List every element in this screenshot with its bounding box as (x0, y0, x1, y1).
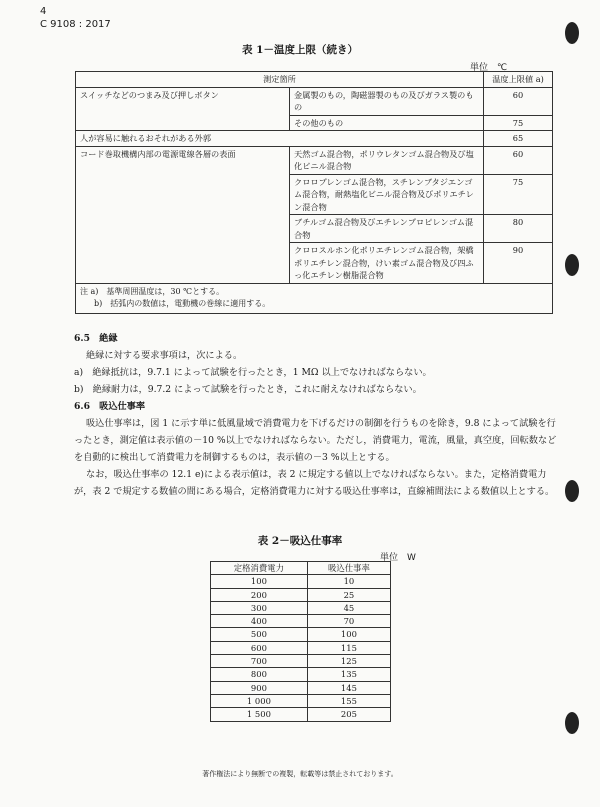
table-cell: 100 (211, 575, 308, 588)
table1-title: 表 1－温度上限（続き） (242, 44, 358, 56)
temperature-limit-table (75, 71, 553, 314)
standard-code: C 9108 : 2017 (40, 19, 111, 30)
table-cell: 10 (307, 575, 390, 588)
table-header: 吸込仕事率 (307, 562, 390, 575)
table-cell: コード巻取機構内部の電源電線各層の表面 (76, 146, 290, 283)
table-cell: 80 (484, 215, 553, 243)
table-row (211, 668, 391, 681)
binder-hole (565, 254, 579, 276)
table-cell: クロロスルホン化ポリエチレンゴム混合物，架橋ポリエチレン混合物，けい素ゴム混合物及び四ふっ化エチレン樹脂混合物 (290, 243, 484, 284)
copyright-footer: 著作権法により無断での複製，転載等は禁止されております。 (202, 770, 398, 778)
list-item: b) 絶縁耐力は，9.7.2 によって試験を行ったとき，これに耐えなければならない。 (74, 384, 422, 395)
table-cell: 25 (307, 588, 390, 601)
table-cell: 100 (307, 628, 390, 641)
suction-power-table (210, 561, 391, 722)
table-row (211, 641, 391, 654)
table-cell: 125 (307, 655, 390, 668)
paragraph: 絶縁に対する要求事項は，次による。 (86, 350, 243, 361)
table-cell: 135 (307, 668, 390, 681)
table-row (211, 628, 391, 641)
binder-hole (565, 22, 579, 44)
table-cell: 155 (307, 694, 390, 707)
table-cell: 400 (211, 615, 308, 628)
table-cell: 90 (484, 243, 553, 284)
table-cell: 1 500 (211, 708, 308, 721)
table-row (211, 615, 391, 628)
table-row (211, 694, 391, 707)
table-cell: 500 (211, 628, 308, 641)
table-header: 温度上限値 a) (484, 72, 553, 88)
paragraph: 吸込仕事率は，図 1 に示す単に低風量域で消費電力を下げるだけの制御を行うものを除き，9.8 によって試験を行ったとき，測定値は表示値の－10 %以上でなければならない。ただし，消費電力，電流，風量，真空度，回転数などを自動的に検出して消費電力を制御するものは，表示値の－3 %以上とする。 (74, 418, 557, 463)
section-heading: 6.5 絶縁 (74, 333, 118, 344)
page-number: 4 (40, 6, 47, 17)
note-a: 注 a) 基準周囲温度は，30 ℃とする。 (80, 286, 225, 296)
table-cell: 70 (307, 615, 390, 628)
table-header: 測定箇所 (76, 72, 484, 88)
table-cell: 65 (484, 131, 553, 147)
table-cell: 800 (211, 668, 308, 681)
table-cell: 145 (307, 681, 390, 694)
table-cell: 60 (484, 87, 553, 115)
table-row (211, 601, 391, 614)
paragraph: なお，吸込仕事率の 12.1 e)による表示値は，表 2 に規定する値以上でなければならない。また，定格消費電力が，表 2 で規定する数値の間にある場合，定格消費電力に対する吸込仕事率は，直線補間法による数値以上とする。 (74, 469, 555, 497)
table-cell: スイッチなどのつまみ及び押しボタン (76, 87, 290, 131)
table-cell: ブチルゴム混合物及びエチレンプロピレンゴム混合物 (290, 215, 484, 243)
table-cell: 45 (307, 601, 390, 614)
section-insulation (74, 330, 564, 500)
table-cell: 700 (211, 655, 308, 668)
table-cell: 205 (307, 708, 390, 721)
table-cell: 金属製のもの，陶磁器製のもの及びガラス製のもの (290, 87, 484, 115)
table-cell: 200 (211, 588, 308, 601)
table-row (211, 655, 391, 668)
table-cell: 人が容易に触れるおそれがある外郭 (76, 131, 484, 147)
table-cell: 1 000 (211, 694, 308, 707)
table-cell: 115 (307, 641, 390, 654)
table-row (211, 708, 391, 721)
note-b: b) 括弧内の数値は，電動機の巻線に適用する。 (94, 299, 271, 308)
table-row (211, 575, 391, 588)
table1-unit: 単位 ℃ (470, 63, 508, 73)
section-heading: 6.6 吸込仕事率 (74, 401, 146, 412)
table-cell: 75 (484, 115, 553, 131)
table-header: 定格消費電力 (211, 562, 308, 575)
binder-hole (565, 712, 579, 734)
table-cell: 300 (211, 601, 308, 614)
table2-unit: 単位 W (380, 553, 416, 563)
table-cell: 75 (484, 174, 553, 215)
table-cell: 天然ゴム混合物，ポリウレタンゴム混合物及び塩化ビニル混合物 (290, 146, 484, 174)
table-cell: 600 (211, 641, 308, 654)
table-cell: クロロプレンゴム混合物，スチレンブタジエンゴム混合物，耐熱塩化ビニル混合物及びポリエチレン混合物 (290, 174, 484, 215)
table-cell: 900 (211, 681, 308, 694)
list-item: a) 絶縁抵抗は，9.7.1 によって試験を行ったとき，1 MΩ 以上でなければならない。 (74, 367, 432, 378)
table-cell: 60 (484, 146, 553, 174)
table-row (211, 681, 391, 694)
binder-hole (565, 480, 579, 502)
table-notes (76, 283, 553, 313)
table2-title: 表 2－吸込仕事率 (257, 535, 343, 547)
table-row (211, 588, 391, 601)
table-cell: その他のもの (290, 115, 484, 131)
